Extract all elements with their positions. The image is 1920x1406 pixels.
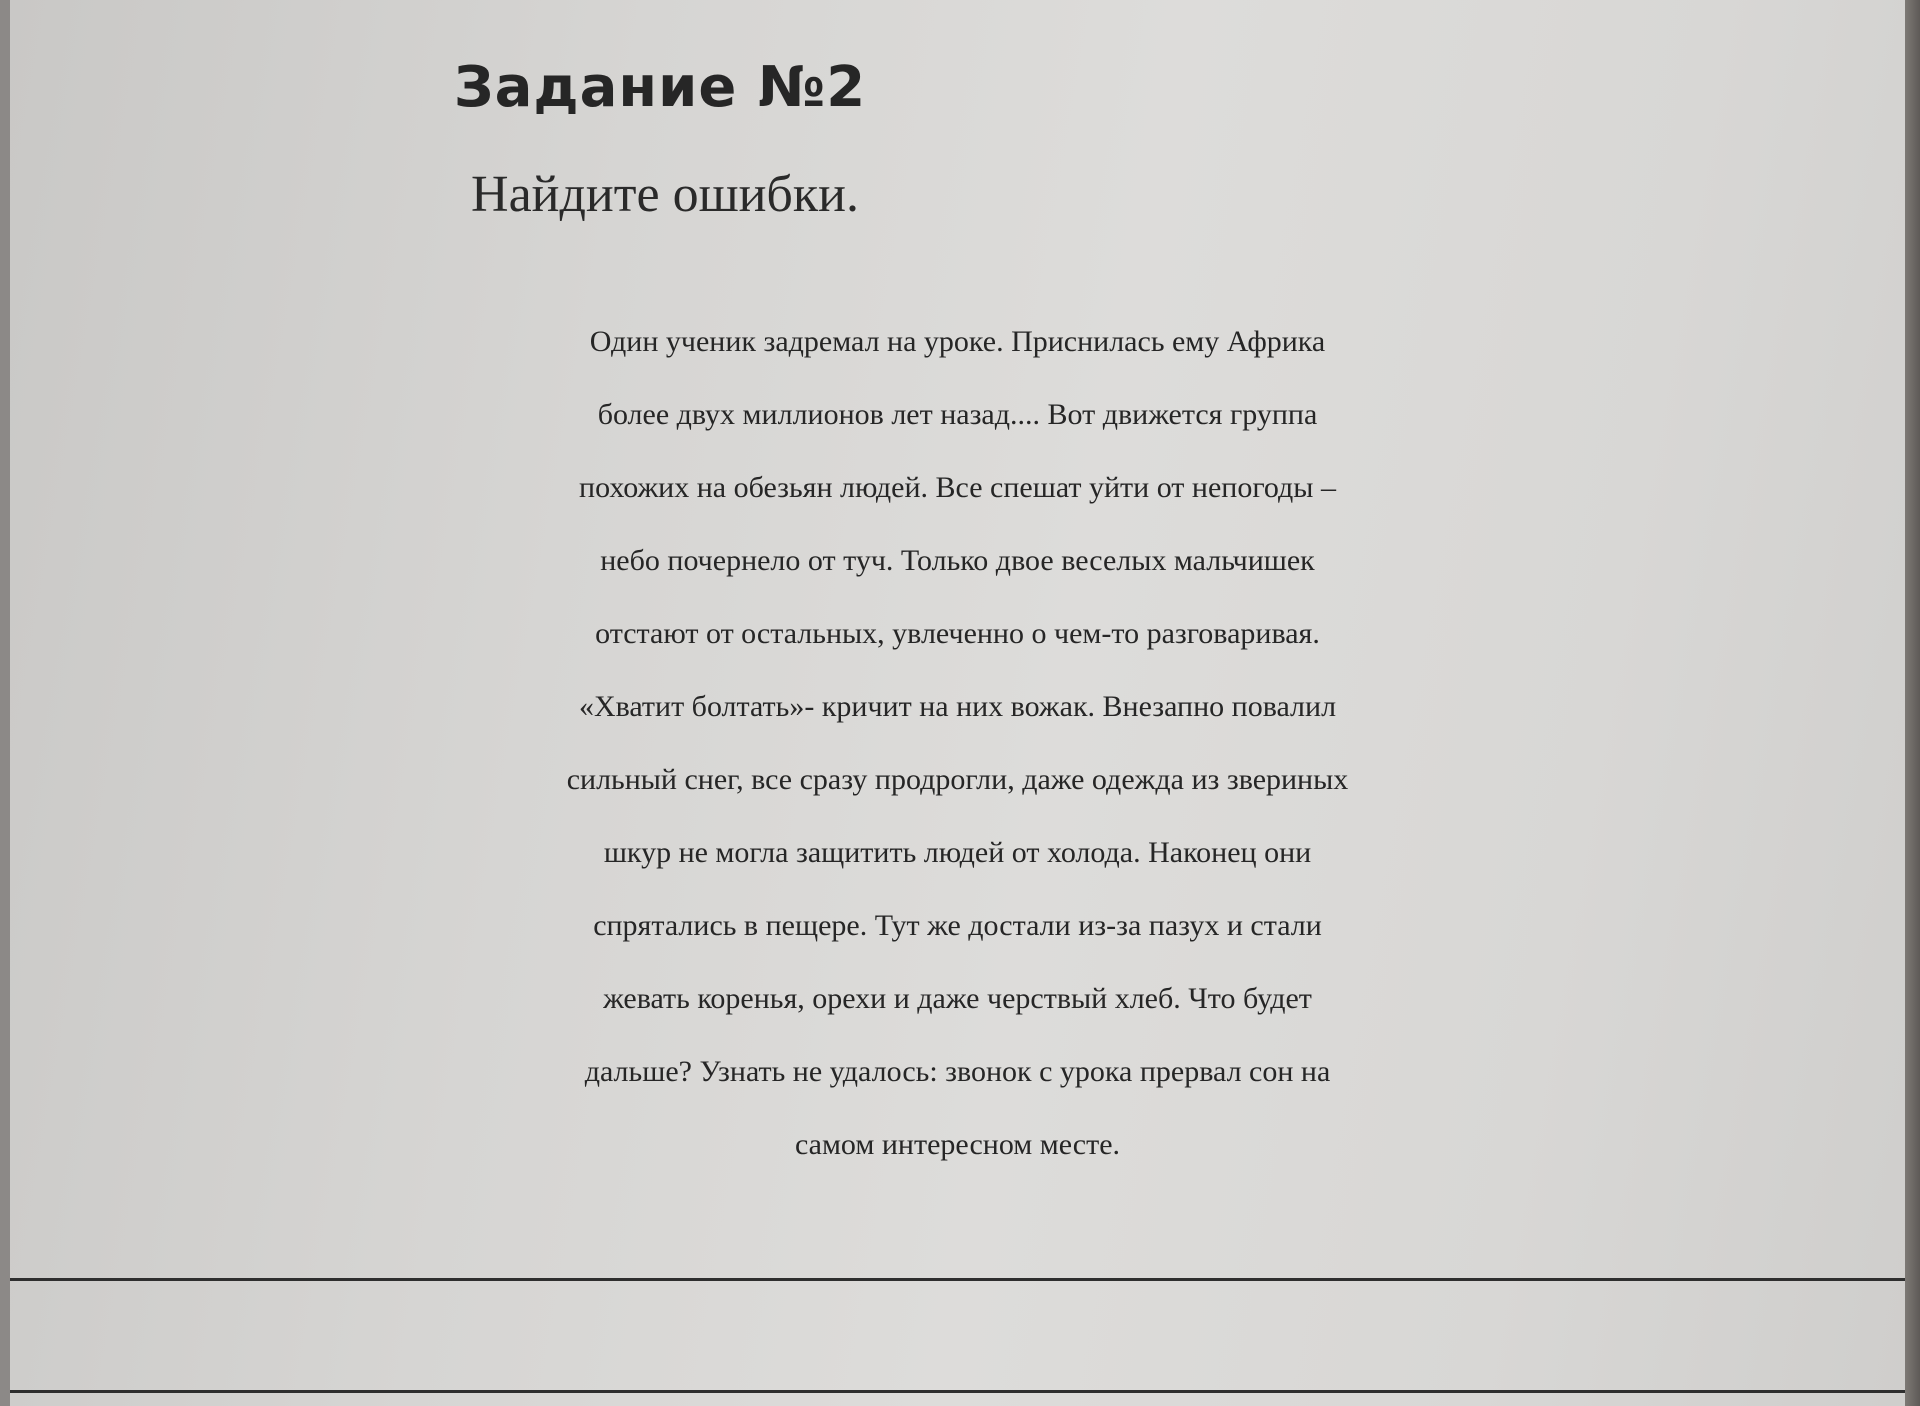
text-line: дальше? Узнать не удалось: звонок с урока прервал сон на (584, 1055, 1331, 1088)
text-line: шкур не могла защитить людей от холода. Наконец они (603, 836, 1312, 869)
answer-line (10, 1390, 1905, 1393)
text-line: похожих на обезьян людей. Все спешат уйти от непогоды – (579, 471, 1336, 504)
text-line: «Хватит болтать»- кричит на них вожак. Внезапно повалил (578, 690, 1337, 723)
text-line: сильный снег, все сразу продрогли, даже одежда из звериных (566, 763, 1349, 796)
page-left-edge (0, 0, 10, 1406)
text-line: жевать коренья, орехи и даже черствый хлеб. Что будет (603, 982, 1312, 1015)
text-line: небо почернело от туч. Только двое веселых мальчишек (600, 544, 1315, 577)
text-line: отстают от остальных, увлеченно о чем-то разговаривая. (595, 617, 1320, 650)
text-line: Один ученик задремал на уроке. Приснилась ему Африка (589, 325, 1326, 358)
page-right-edge (1905, 0, 1920, 1406)
story-paragraph (10, 305, 1905, 1181)
text-line: самом интересном месте. (794, 1128, 1121, 1161)
task-title: Задание №2 (453, 55, 867, 120)
text-line: более двух миллионов лет назад.... Вот движется группа (597, 398, 1318, 431)
task-instruction: Найдите ошибки. (471, 166, 859, 223)
text-line: спрятались в пещере. Тут же достали из-за пазух и стали (593, 909, 1322, 942)
answer-line (10, 1278, 1905, 1281)
worksheet-page (10, 0, 1905, 1406)
